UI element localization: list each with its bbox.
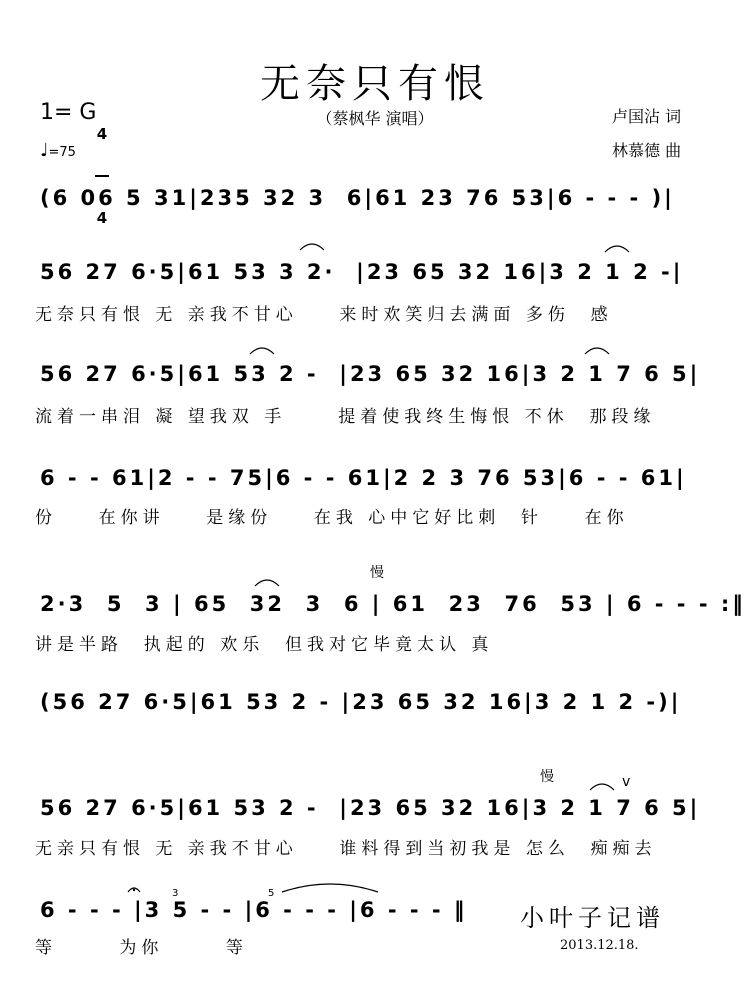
system-4-lyrics: 份 在你讲 是缘份 在我 心中它好比刺 针 在你 <box>35 508 629 528</box>
transcriber-signature: 小叶子记谱 <box>520 904 665 932</box>
tie-1 <box>282 884 378 892</box>
time-signature-top: 4 <box>96 125 108 143</box>
slow-marking-1: 慢 <box>370 565 384 581</box>
song-title: 无奈只有恨 <box>260 61 490 107</box>
system-3-notes: 56 27 6·5|61 53 2 - |23 65 32 16|3 2 1 7 6 5| <box>40 362 701 386</box>
transcription-date: 2013.12.18. <box>560 938 639 953</box>
slur-6 <box>590 784 614 790</box>
tempo-value: =75 <box>48 145 76 160</box>
time-signature-bottom: 4 <box>96 209 108 227</box>
system-5-lyrics: 讲是半路 执起的 欢乐 但我对它毕竟太认 真 <box>35 635 494 655</box>
grace-note-1: 3 <box>172 888 179 899</box>
slur-2 <box>605 246 629 252</box>
system-8-notes: 6 - - - |3 5 - - |6 - - - |6 - - - ‖ <box>40 898 468 922</box>
fermata-dot <box>133 889 135 891</box>
composer-credit: 林慕德 曲 <box>612 141 682 160</box>
slur-1 <box>300 244 324 250</box>
quarter-note-icon: ♩ <box>40 140 49 161</box>
system-4-notes: 6 - - 61|2 - - 75|6 - - 61|2 2 3 76 53|6 - - 61| <box>40 466 687 490</box>
system-2-lyrics: 无奈只有恨 无 亲我不甘心 来时欢笑归去满面 多伤 感 <box>35 305 613 325</box>
system-7-lyrics: 无亲只有恨 无 亲我不甘心 谁料得到当初我是 怎么 痴痴去 <box>35 839 657 859</box>
system-3-lyrics: 流着一串泪 凝 望我双 手 提着使我终生悔恨 不休 那段缘 <box>35 407 656 427</box>
system-8-lyrics: 等 为你 等 <box>35 938 248 958</box>
system-7-notes: 56 27 6·5|61 53 2 - |23 65 32 16|3 2 1 7 6 5| <box>40 796 701 820</box>
slur-3 <box>250 348 274 354</box>
singer-subtitle: （蔡枫华 演唱） <box>316 109 434 128</box>
slur-5 <box>255 580 279 586</box>
lyricist-credit: 卢国沾 词 <box>612 107 682 126</box>
slur-4 <box>585 348 609 354</box>
system-6-notes: (56 27 6·5|61 53 2 - |23 65 32 16|3 2 1 2 -)| <box>40 690 682 714</box>
slow-marking-2: 慢 <box>540 769 554 785</box>
system-1-notes: (6 06 5 31|235 32 3 6|61 23 76 53|6 - - - )| <box>40 186 675 210</box>
key-signature: 1= G <box>40 100 97 125</box>
breath-mark: v <box>622 774 631 790</box>
system-2-notes: 56 27 6·5|61 53 3 2· |23 65 32 16|3 2 1 2 -| <box>40 260 684 284</box>
system-5-notes: 2·3 5 3 | 65 32 3 6 | 61 23 76 53 | 6 - - - :‖ <box>40 592 746 616</box>
grace-note-2: 5 <box>268 888 275 899</box>
